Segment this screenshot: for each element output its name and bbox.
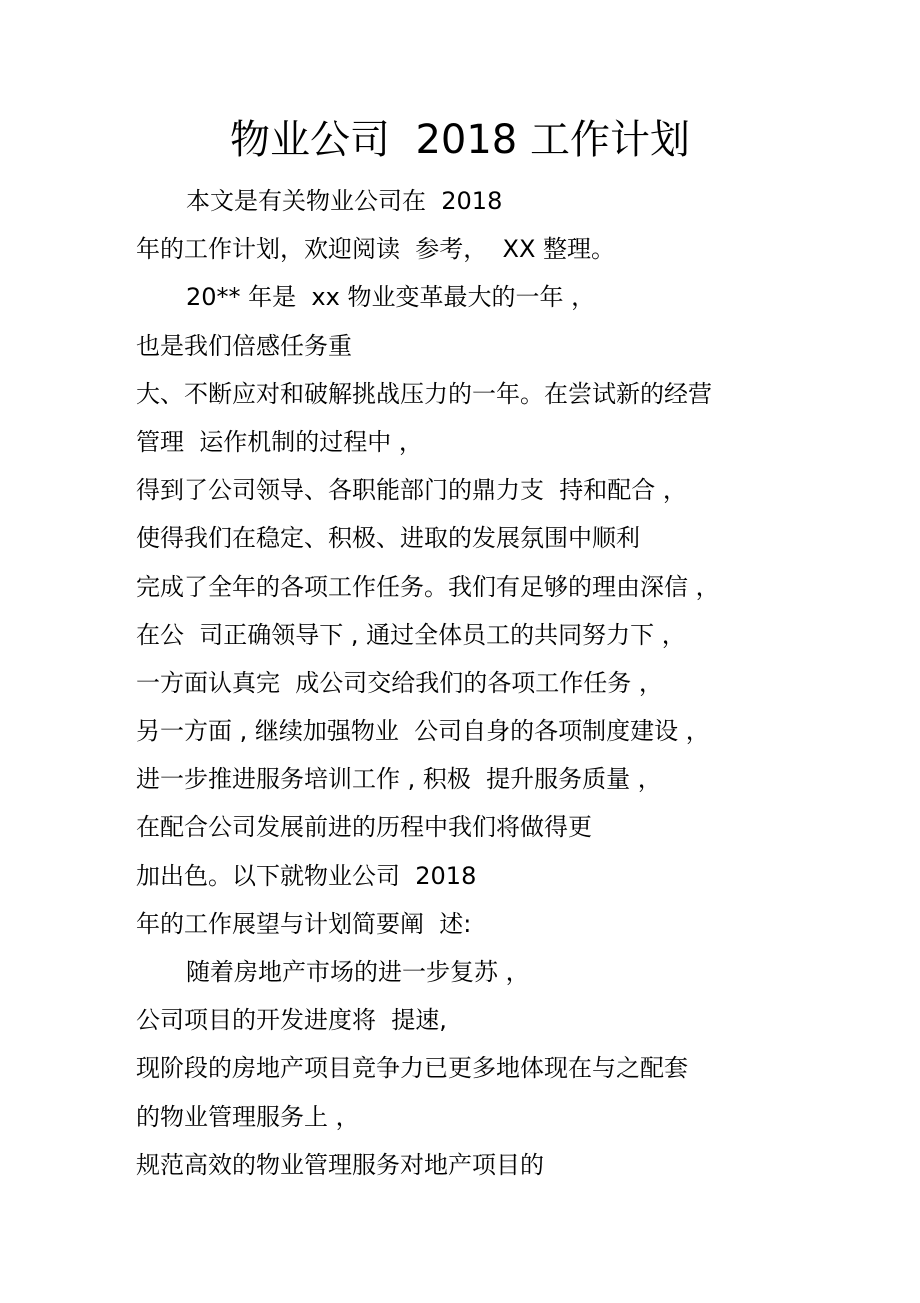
body-line: 在公 司正确领导下 , 通过全体员工的共同努力下 ， bbox=[136, 620, 686, 649]
body-line: 规范高效的物业管理服务对地产项目的 bbox=[136, 1150, 544, 1179]
body-line: 20** 年是 xx 物业变革最大的一年 ， bbox=[186, 283, 596, 312]
body-line: 本文是有关物业公司在 2018 bbox=[186, 187, 503, 215]
body-line: 大、不断应对和破解挑战压力的一年。在尝试新的经营 bbox=[136, 379, 712, 408]
body-line: 完成了全年的各项工作任务。我们有足够的理由深信 ， bbox=[136, 572, 720, 601]
body-line: 的物业管理服务上 ， bbox=[136, 1102, 360, 1131]
body-line: 年的工作展望与计划简要阐 述: bbox=[136, 909, 472, 938]
body-line: 加出色。以下就物业公司 2018 bbox=[136, 861, 477, 890]
body-line: 在配合公司发展前进的历程中我们将做得更 bbox=[136, 813, 592, 842]
body-line: 得到了公司领导、各职能部门的鼎力支 持和配合 ， bbox=[136, 476, 687, 505]
body-line: 年的工作计划，欢迎阅读 参考， XX 整理。 bbox=[136, 235, 616, 264]
body-line: 公司项目的开发进度将 提速, bbox=[136, 1006, 447, 1035]
body-line: 管理 运作机制的过程中 ， bbox=[136, 427, 423, 456]
body-line: 随着房地产市场的进一步复苏 ， bbox=[186, 958, 530, 986]
body-line: 也是我们倍感任务重 bbox=[136, 331, 352, 360]
document-title: 物业公司 2018 工作计划 bbox=[230, 117, 690, 163]
body-line: 现阶段的房地产项目竞争力已更多地体现在与之配套 bbox=[136, 1054, 688, 1083]
body-line: 进一步推进服务培训工作 , 积极 提升服务质量 ， bbox=[136, 765, 662, 794]
body-line: 使得我们在稳定、积极、进取的发展氛围中顺利 bbox=[136, 524, 640, 553]
body-line: 一方面认真完 成公司交给我们的各项工作任务 ， bbox=[136, 668, 663, 697]
document-body bbox=[136, 177, 816, 1189]
body-line: 另一方面 , 继续加强物业 公司自身的各项制度建设 ， bbox=[136, 717, 710, 746]
